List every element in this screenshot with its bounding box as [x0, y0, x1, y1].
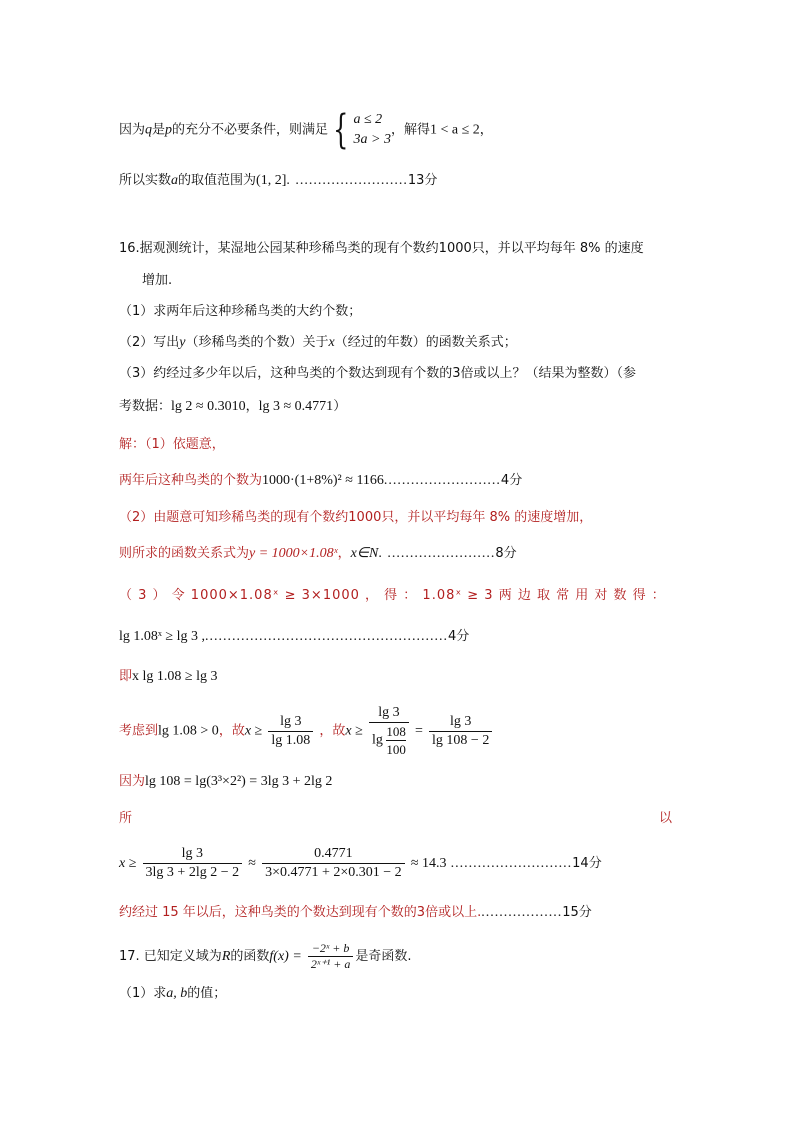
fraction-lg3-over-lg108-minus2: $\frac{\lg 3}{\lg 108 - 2}$ — [429, 713, 492, 750]
solution-intro: 解：（1）依题意， — [119, 437, 225, 452]
q16-part3: （3）约经过多少年以后，这种鸟类的个数达到现有个数的3倍或以上？（结果为整数）（参 — [119, 366, 637, 381]
condition-line: 因为q是p的充分不必要条件，则满足 { a ≤ 2 3a > 3 ，解得1 < a ≤ 2， — [119, 107, 493, 153]
solution-part2-intro: （2）由题意可知珍稀鸟类的现有个数约1000只，并以平均每年 8% 的速度增加， — [119, 510, 593, 525]
fraction-function: $\frac{\text{−2ˣ + b}}{\text{2ˣ⁺¹ + a}}$ — [308, 941, 353, 972]
solution-log-step: lg 1.08ˣ ≥ lg 3 ,......................................................4分 — [119, 629, 470, 644]
q16-stem: 16.据观测统计，某湿地公园某种珍稀鸟类的现有个数约1000只，并以平均每年 8% 的速度 — [119, 241, 644, 256]
fraction-symbolic: $\frac{\lg 3}{3\lg 3 + 2\lg 2 - 2}$ — [143, 845, 243, 882]
q17-stem: 17. 已知定义域为R的函数f(x) = $\frac{\text{−2ˣ + b}}{\text{2ˣ⁺¹ + a}}$ 是奇函数. — [119, 941, 412, 971]
q16-part2: （2）写出y（珍稀鸟类的个数）关于x（经过的年数）的函数关系式； — [119, 335, 517, 350]
solution-log-result: 即x lg 1.08 ≥ lg 3 — [119, 669, 218, 684]
q17-part1: （1）求a, b的值； — [119, 986, 227, 1001]
solution-decomposition: 因为lg 108 = lg(3³×2²) = 3lg 3 + 2lg 2 — [119, 774, 333, 789]
fraction-lg3-over-lg108: $\frac{\lg 3}{\lg 1.08}$ — [268, 713, 313, 750]
inequality-system: { a ≤ 2 3a > 3 — [333, 107, 391, 153]
solution-therefore-right: 以 — [659, 811, 673, 826]
solution-part2-function: 则所求的函数关系式为y = 1000×1.08ˣ，x∈N. ........................8分 — [119, 546, 517, 561]
solution-therefore-left: 所 — [119, 811, 133, 826]
solution-part3-setup: （ 3 ） 令 1000×1.08ˣ ≥ 3×1000 ， 得 ： 1.08ˣ ≥ 3 两 边 取 常 用 对 数 得 ： — [119, 588, 666, 603]
solution-final-estimate: x ≥ $\frac{\lg 3}{3\lg 3 + 2\lg 2 - 2}$ ≈ $\frac{0.4771}{3\times 0.4771 + 2\times 0.301 - 2}$ ≈ 14.3 ...........................14分 — [119, 846, 602, 880]
range-line: 所以实数a的取值范围为(1, 2]. .........................13分 — [119, 173, 438, 188]
q16-part1: （1）求两年后这种珍稀鸟类的大约个数； — [119, 304, 362, 319]
fraction-numeric: $\frac{0.4771}{3\times 0.4771 + 2\times 0.301 - 2}$ — [262, 845, 405, 882]
solution-fraction-line: 考虑到lg 1.08 > 0，故x ≥ $\frac{\lg 3}{\lg 1.08}$ ，故x ≥ lg 3 lg $\frac{108}{100}$ = $\frac{\lg 3}{\lg 108 - 2}$ — [119, 704, 494, 758]
solution-conclusion: 约经过 15 年以后，这种鸟类的个数达到现有个数的3倍或以上...................15分 — [119, 905, 592, 920]
q16-stem-cont: 增加. — [142, 273, 173, 288]
fraction-lg3-over-lg-ratio: lg 3 lg $\frac{108}{100}$ — [369, 704, 409, 758]
q16-reference-data: 考数据：lg 2 ≈ 0.3010，lg 3 ≈ 0.4771） — [119, 399, 347, 414]
solution-part1: 两年后这种鸟类的个数为1000·(1+8%)² ≈ 1166..........................4分 — [119, 473, 523, 488]
